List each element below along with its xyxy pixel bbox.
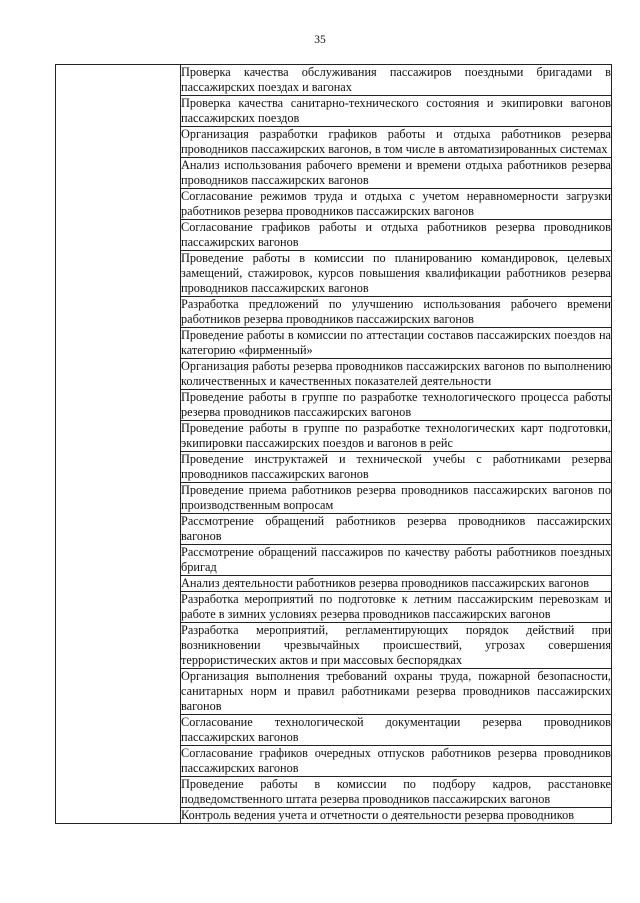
table-row	[56, 65, 612, 96]
duty-cell: Рассмотрение обращений пассажиров по качеству работы работников поездных бригад	[181, 545, 611, 574]
duty-cell: Проведение работы в группе по разработке технологических карт подготовки, экипировки пассажирских поездов и вагонов в рейс	[181, 421, 611, 450]
duty-cell: Контроль ведения учета и отчетности о деятельности резерва проводников	[181, 808, 612, 824]
page-number: 35	[314, 34, 326, 46]
duty-cell: Рассмотрение обращений работников резерва проводников пассажирских вагонов	[181, 514, 611, 543]
duty-cell: Разработка предложений по улучшению использования рабочего времени работников резерва проводников пассажирских вагонов	[181, 297, 611, 326]
duty-cell: Анализ использования рабочего времени и времени отдыха работников резерва проводников пассажирских вагонов	[181, 158, 611, 187]
duties-table	[55, 64, 612, 824]
duty-cell: Организация работы резерва проводников пассажирских вагонов по выполнению количественных и качественных показателей деятельности	[181, 359, 611, 388]
duties-table-body	[56, 65, 612, 824]
duty-cell: Проведение приема работников резерва проводников пассажирских вагонов по производственным вопросам	[181, 483, 611, 512]
duty-cell: Согласование графиков работы и отдыха работников резерва проводников пассажирских вагонов	[181, 220, 611, 249]
duty-cell: Проверка качества санитарно-технического состояния и экипировки вагонов пассажирских поездов	[181, 96, 611, 125]
duty-cell: Проверка качества обслуживания пассажиров поездными бригадами в пассажирских поездах и вагонах	[181, 65, 611, 94]
duty-cell: Согласование режимов труда и отдыха с учетом неравномерности загрузки работников резерва проводников пассажирских вагонов	[181, 189, 611, 218]
duty-cell: Согласование графиков очередных отпусков работников резерва проводников пассажирских вагонов	[181, 746, 611, 775]
duty-cell: Разработка мероприятий, регламентирующих порядок действий при возникновении чрезвычайных происшествий, угрозах совершения террористических актов и при массовых беспорядках	[181, 623, 611, 667]
duty-cell: Проведение работы в комиссии по планированию командировок, целевых замещений, стажировок, курсов повышения квалификации работников резерва проводников пассажирских вагонов	[181, 251, 611, 295]
duty-cell: Проведение работы в группе по разработке технологического процесса работы резерва проводников пассажирских вагонов	[181, 390, 611, 419]
duty-cell: Проведение инструктажей и технической учебы с работниками резерва проводников пассажирских вагонов	[181, 452, 611, 481]
duty-cell: Проведение работы в комиссии по подбору кадров, расстановке подведомственного штата резерва проводников пассажирских вагонов	[181, 777, 611, 806]
duty-cell: Организация разработки графиков работы и отдыха работников резерва проводников пассажирских вагонов, в том числе в автоматизированных системах	[181, 127, 611, 156]
duty-cell: Проведение работы в комиссии по аттестации составов пассажирских поездов на категорию «фирменный»	[181, 328, 611, 357]
duty-cell: Разработка мероприятий по подготовке к летним пассажирским перевозкам и работе в зимних условиях резерва проводников пассажирских вагонов	[181, 592, 611, 621]
duty-cell: Анализ деятельности работников резерва проводников пассажирских вагонов	[181, 576, 612, 592]
empty-left-column	[56, 65, 181, 824]
duty-cell: Организация выполнения требований охраны труда, пожарной безопасности, санитарных норм и правил работниками резерва проводников пассажирских вагонов	[181, 669, 611, 713]
duty-cell: Согласование технологической документации резерва проводников пассажирских вагонов	[181, 715, 611, 744]
